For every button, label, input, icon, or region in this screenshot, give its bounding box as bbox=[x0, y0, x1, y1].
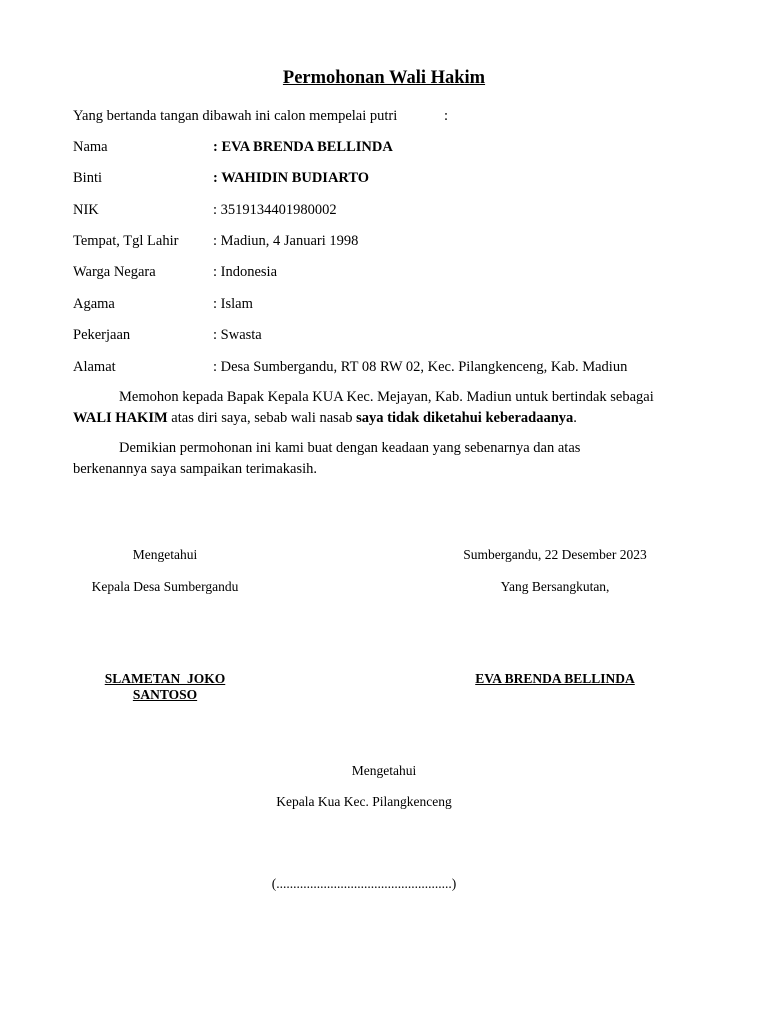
intro-colon: : bbox=[444, 108, 449, 124]
field-label-nama: Nama bbox=[73, 139, 108, 155]
wali-hakim-bold: WALI HAKIM bbox=[73, 410, 168, 426]
field-label-pekerjaan: Pekerjaan bbox=[73, 327, 131, 343]
field-label-binti: Binti bbox=[73, 170, 103, 186]
place-date: Sumbergandu, 22 Desember 2023 bbox=[463, 547, 647, 562]
request-text-1: Memohon kepada Bapak Kepala KUA Kec. Mejayan, Kab. Madiun untuk bertindak sebagai bbox=[119, 389, 654, 405]
right-signatory-name: EVA BRENDA BELLINDA bbox=[475, 671, 635, 686]
field-value-pekerjaan: : Swasta bbox=[213, 327, 262, 343]
intro-text: Yang bertanda tangan dibawah ini calon mempelai putri bbox=[73, 108, 398, 124]
left-heading: Mengetahui bbox=[132, 547, 198, 562]
title-text: Permohonan Wali Hakim bbox=[282, 68, 486, 88]
page-title bbox=[0, 68, 768, 89]
reason-bold: saya tidak diketahui keberadaanya bbox=[356, 410, 574, 426]
signature-placeholder: (....................................................) bbox=[271, 876, 457, 891]
field-label-nik: NIK bbox=[73, 202, 99, 218]
field-value-tempat-tgl-lahir: : Madiun, 4 Januari 1998 bbox=[213, 233, 359, 249]
field-label-warga-negara: Warga Negara bbox=[73, 264, 156, 280]
field-value-nik: : 3519134401980002 bbox=[213, 202, 337, 218]
right-role: Yang Bersangkutan, bbox=[500, 579, 610, 594]
bottom-role: Kepala Kua Kec. Pilangkenceng bbox=[276, 794, 452, 809]
left-role: Kepala Desa Sumbergandu bbox=[91, 579, 239, 594]
closing-paragraph: Demikian permohonan ini kami buat dengan keadaan yang sebenarnya dan atas berkenannya saya sampaikan terimakasih. bbox=[73, 440, 581, 477]
field-label-tempat-tgl-lahir: Tempat, Tgl Lahir bbox=[73, 233, 179, 249]
field-value-alamat: : Desa Sumbergandu, RT 08 RW 02, Kec. Pilangkenceng, Kab. Madiun bbox=[213, 359, 628, 375]
left-name-line1: SLAMETAN JOKO bbox=[104, 671, 226, 686]
field-value-warga-negara: : Indonesia bbox=[213, 264, 278, 280]
field-label-alamat: Alamat bbox=[73, 359, 116, 375]
request-paragraph bbox=[73, 387, 695, 429]
field-value-agama: : Islam bbox=[213, 296, 253, 312]
field-value-binti: : WAHIDIN BUDIARTO bbox=[213, 170, 370, 186]
left-name-line2: SANTOSO bbox=[132, 687, 198, 702]
field-value-nama: : EVA BRENDA BELLINDA bbox=[213, 139, 393, 155]
field-label-agama: Agama bbox=[73, 296, 115, 312]
left-signatory-name bbox=[65, 671, 265, 703]
request-text-3: . bbox=[573, 410, 577, 426]
bottom-heading: Mengetahui bbox=[351, 763, 417, 778]
request-text-2: atas diri saya, sebab wali nasab bbox=[167, 410, 357, 426]
